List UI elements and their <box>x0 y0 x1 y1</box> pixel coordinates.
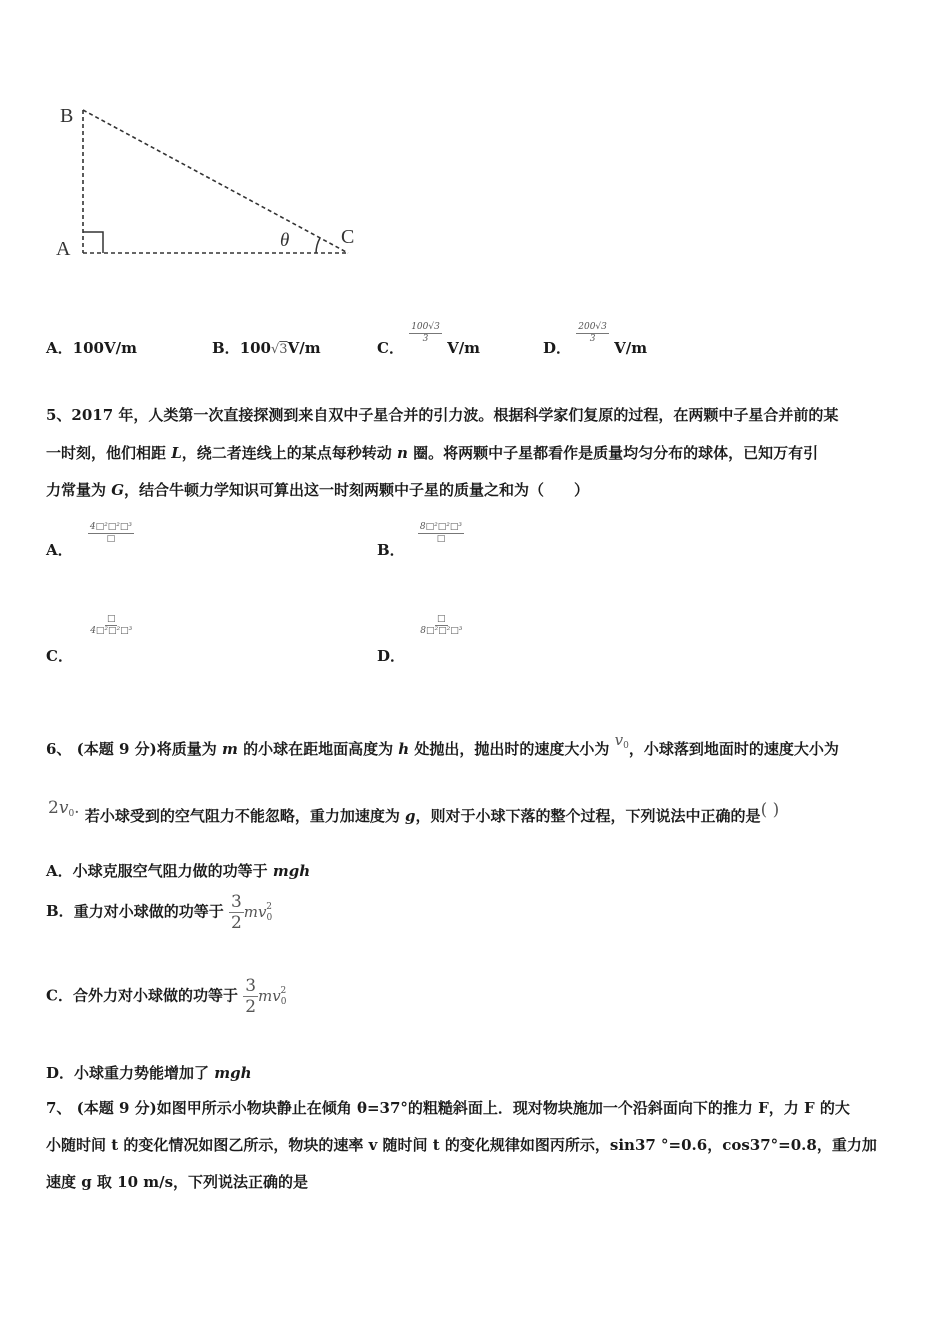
q6-line-2: $2v_0$. 若小球受到的空气阻力不能忽略，重力加速度为 g，则对于小球下落的整个过程，下列说法中正确的是( ) <box>48 798 780 825</box>
triangle-diagram <box>50 95 370 270</box>
q5-option-d-fraction: $\frac{□}{\text{8□²□²□³}}$ <box>420 614 463 636</box>
v0-symbol: $v_0$ <box>614 731 629 751</box>
side-bc <box>83 110 348 253</box>
q4-option-d-fraction: $\frac{200√3}{3}$ <box>578 322 607 344</box>
q5-option-d: D． $\frac{□}{\text{8□²□²□³}}$ <box>377 614 463 665</box>
q6-option-b-mv: $mv_0^2$ <box>243 901 273 923</box>
q5-option-a: A． $\frac{\text{4□²□²□³}}{□}$ <box>46 522 132 559</box>
q6-option-c: C．合外力对小球做的功等于 $\frac{3}{2}$ $mv_0^2$ <box>46 976 287 1017</box>
q4-option-b: B．100√3V/m <box>212 339 321 357</box>
label-b: B <box>60 105 74 127</box>
q6-option-a: A．小球克服空气阻力做的功等于 mgh <box>46 862 311 880</box>
q5-option-c-fraction: $\frac{□}{\text{4□²□²□³}}$ <box>90 614 133 636</box>
q4-option-c: C． $\frac{100√3}{3}$ V/m <box>377 322 481 357</box>
q6-option-c-fraction: $\frac{3}{2}$ <box>245 976 257 1017</box>
q5-line-1: 5、2017 年，人类第一次直接探测到来自双中子星合并的引力波。根据科学家们复原的过程，在两颗中子星合并前的某 <box>46 406 839 424</box>
q6-option-c-mv: $mv_0^2$ <box>258 985 287 1007</box>
q5-line-2: 一时刻，他们相距 L，绕二者连线上的某点每秒转动 n 圈。将两颗中子星都看作是质量均匀分布的球体，已知万有引 <box>46 444 819 462</box>
q5-option-c: C． $\frac{□}{\text{4□²□²□³}}$ <box>46 614 133 665</box>
q6-option-d: D．小球重力势能增加了 mgh <box>46 1064 252 1082</box>
q7-line-1: 7、 (本题 9 分)如图甲所示小物块静止在倾角 θ=37°的粗糙斜面上．现对物块施加一个沿斜面向下的推力 F，力 F 的大 <box>46 1099 850 1117</box>
label-c: C <box>341 226 355 248</box>
q5-line-3: 力常量为 G，结合牛顿力学知识可算出这一时刻两颗中子星的质量之和为（ ） <box>46 481 590 499</box>
angle-arc <box>316 238 320 253</box>
q4-option-d: D． $\frac{200√3}{3}$ V/m <box>543 322 648 357</box>
q4-option-a: A．100V/m <box>46 339 137 357</box>
q5-option-a-fraction: $\frac{\text{4□²□²□³}}{□}$ <box>89 522 132 544</box>
q6-option-b: B．重力对小球做的功等于 $\frac{3}{2}$ $mv_0^2$ <box>46 892 273 933</box>
label-a: A <box>56 238 71 260</box>
right-angle-mark <box>83 232 103 253</box>
q6-line-1: 6、 (本题 9 分)将质量为 m 的小球在距地面高度为 h 处抛出，抛出时的速度大小为 $v_0$，小球落到地面时的速度大小为 <box>46 731 839 758</box>
q7-line-3: 速度 g 取 10 m/s，下列说法正确的是 <box>46 1173 309 1191</box>
q5-option-b: B． $\frac{\text{8□²□²□³}}{□}$ <box>377 522 462 559</box>
q7-line-2: 小随时间 t 的变化情况如图乙所示，物块的速率 v 随时间 t 的变化规律如图丙所示，sin37 °=0.6，cos37°=0.8，重力加 <box>46 1136 877 1154</box>
q6-option-b-fraction: $\frac{3}{2}$ <box>230 892 242 933</box>
label-theta: θ <box>280 230 290 251</box>
q5-option-b-fraction: $\frac{\text{8□²□²□³}}{□}$ <box>419 522 462 544</box>
q4-option-c-fraction: $\frac{100√3}{3}$ <box>411 322 440 344</box>
